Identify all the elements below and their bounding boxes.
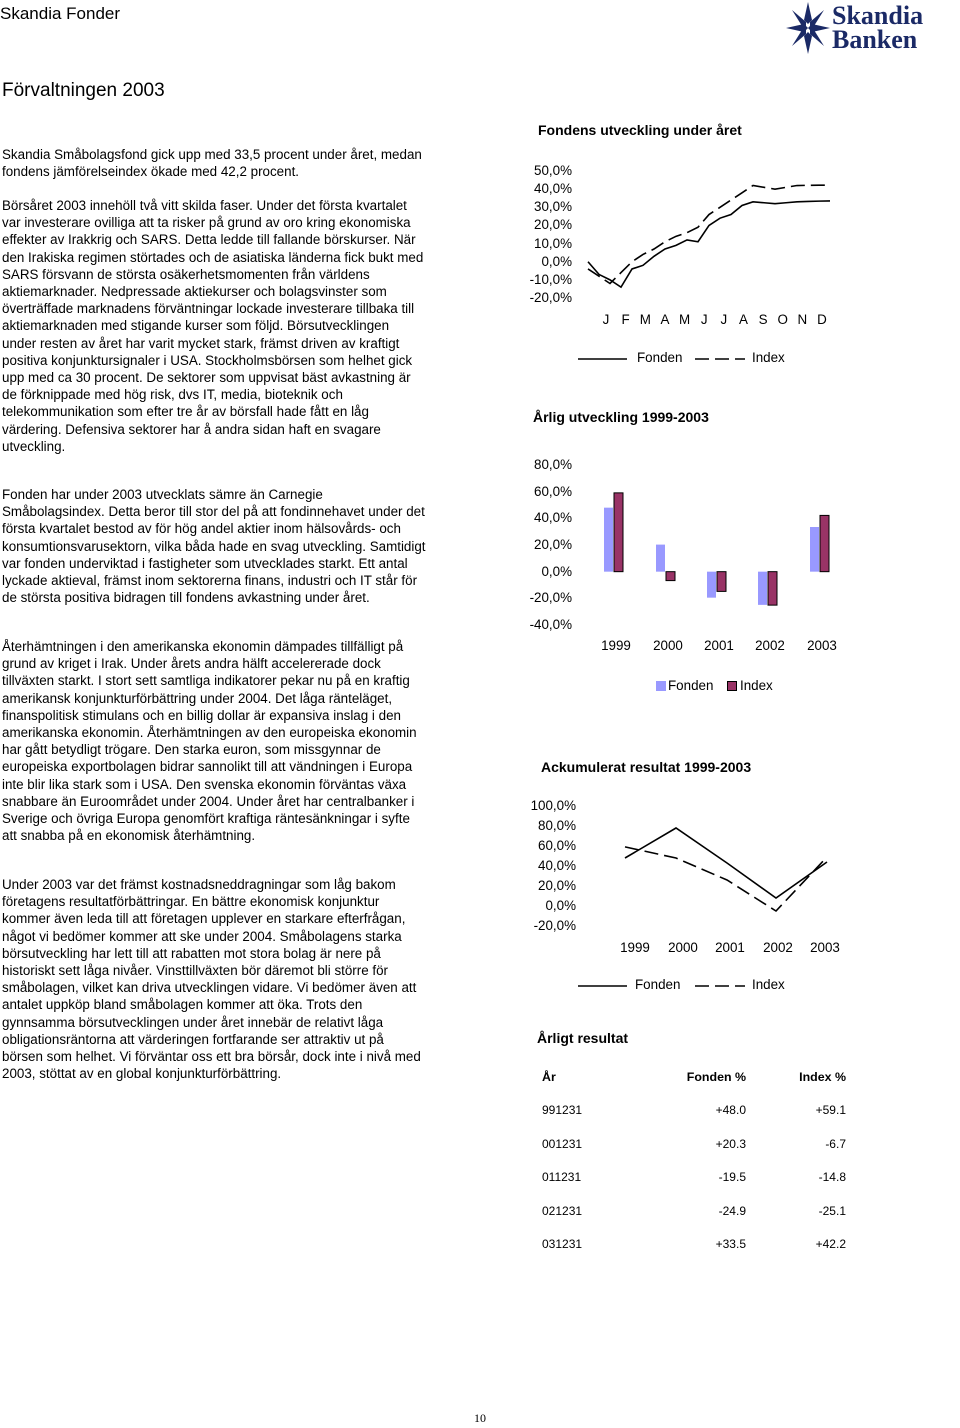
- table-cell-year: 001231: [542, 1136, 583, 1151]
- table-row: [542, 1170, 848, 1203]
- table-cell-fund: -19.5: [718, 1170, 746, 1185]
- chart2-y-tick-label: 60,0%: [534, 483, 572, 499]
- table-row: [542, 1237, 848, 1270]
- chart1-x-tick-label: A: [738, 312, 748, 327]
- chart2-title: Årlig utveckling 1999-2003: [533, 409, 709, 425]
- table-row: [542, 1204, 848, 1237]
- chart1-y-tick-label: -20,0%: [529, 290, 572, 305]
- chart1-x-tick-label: N: [797, 312, 808, 327]
- table-cell-fund: +20.3: [715, 1136, 746, 1151]
- table-header-fund: Fonden %: [686, 1070, 746, 1084]
- chart1-x-tick-label: J: [720, 312, 728, 327]
- table-header-row: [542, 1070, 848, 1103]
- page-title: Förvaltningen 2003: [2, 80, 165, 101]
- logo-line-2: Banken: [832, 25, 918, 54]
- chart1-x-tick-label: A: [660, 312, 670, 327]
- chart2-y-tick-label: 40,0%: [534, 510, 572, 526]
- table-cell-index: -6.7: [825, 1136, 846, 1151]
- chart3-y-tick-label: 80,0%: [538, 818, 576, 833]
- chart2-y-tick-label: 0,0%: [541, 563, 572, 579]
- chart3-x-tick-label: 2003: [810, 940, 840, 955]
- table-cell-fund: +48.0: [715, 1103, 746, 1118]
- table-header-index: Index %: [799, 1070, 846, 1084]
- chart1-y-tick-label: 40,0%: [534, 181, 572, 197]
- chart3-x-tick-label: 2001: [715, 940, 745, 955]
- chart3-series-index-line: [625, 847, 827, 911]
- table-cell-index: +59.1: [815, 1103, 846, 1118]
- page-number: 10: [474, 1411, 486, 1425]
- paragraph-market: Börsåret 2003 innehöll två vitt skilda faser. Under det första kvartalet var investerare ovilliga att ta risker på grund av oro kring ekonomiska effekter av Irakkrig och SARS. Detta ledde till fallande börskurser. När den Irakiska regimen störtades och de asiatiska länderna fick bukt med SARS försvann de största osäkerhetsmomenten från världens aktiemarknader. Nedpressade aktiekurser och bolagsvinster som överträffade marknadens förväntningar lockade investerare tillbaka till aktiemarknaden med stigande kurser som följd. Börsutvecklingen under resten av året har varit mycket stark, främst driven av kraftigt positiva konjunktursignaler i USA. Stockholmsbörsen som helhet gick upp med ca 30 procent. De sektorer som uppvisat bäst avkastning är de förknippade med hög risk, dvs IT, media, bioteknik och telekommunikation som efter tre år av börsfall hade fått en låg värdering. Defensiva sektorer har å andra sidan haft en svagare utveckling.: [2, 198, 424, 454]
- chart2-y-tick-label: -20,0%: [529, 590, 572, 606]
- paragraph-fund: Fonden har under 2003 utvecklats sämre än Carnegie Småbolagsindex. Detta beror till stor del på att fondinnehavet under det första kvartalet bestod av för hög andel aktier inom hälsovårds- och konsumtionsvarusektorn, vilka båda hade en svag utveckling. Samtidigt var fonden underviktad i fastigheter som utvecklades starkt. Ett antal lyckade aktieval, främst inom sektorerna finans, industri och IT står för de största positiva bidragen till fondens avkastning under året.: [2, 487, 426, 606]
- chart2-x-tick-label: 1999: [601, 638, 631, 653]
- logo-line-1: Skandia: [832, 1, 924, 30]
- chart1-y-tick-label: -10,0%: [529, 271, 572, 287]
- table-cell-index: +42.2: [815, 1236, 846, 1251]
- paragraph-outlook: Under 2003 var det främst kostnadsneddragningar som låg bakom företagens resultatförbättringar. En bättre ekonomisk konjunktur kommer även leda till att företagen upplever en starkare efterfrågan, något vi bedömer kommer att ske under 2004. Småbolagens starka börsutveckling har lett till att rabatten mot stora bolag är nere på historiskt sett låga nivåer. Vinsttillväxten bör däremot bli större för småbolagen, vilket kan driva utvecklingen vidare. Vi bedömer även att antalet uppköp bland småbolagen kommer att öka. Trots den gynnsamma börsutvecklingen under året innebär de relativt låga obligationsräntorna att värderingen fortfarande ser attraktiv ut på börsen som helhet. Vi förväntar oss ett bra börsår, dock inte i nivå med 2003, stöttat av en global konjunkturförbättring.: [2, 877, 421, 1082]
- chart1-y-tick-label: 20,0%: [534, 217, 572, 233]
- chart1-x-tick-label: J: [602, 312, 610, 327]
- table-cell-year: 021231: [542, 1203, 583, 1218]
- chart1-y-tick-label: 30,0%: [534, 199, 572, 215]
- results-table: [542, 1070, 848, 1270]
- table-cell-index: -14.8: [818, 1170, 846, 1185]
- paragraph-economy: Återhämtningen i den amerikanska ekonomin dämpades tillfälligt på grund av kriget i Irak. Under årets andra hälft accelererade dock tillväxten starkt. I stort sett samtliga indikatorer pekar nu på en kraftig amerikansk konjunkturförbättring under 2004. Det låga ränteläget, finanspolitisk stimulans och en billig dollar är expansiva inslag i den amerikanska ekonomin. Återhämtningen av den europeiska ekonomin har gått betydligt trögare. Den starka euron, som missgynnar de europeiska exportbolagen bidrar sannolikt till att vändningen i Europa inte blir lika stark som i USA. Den svenska ekonomin förväntas växa snabbare än Euroområdet under 2004. Under året har centralbanker i Sverige och övriga Europa genomfört kraftiga räntesänkningar i syfte att snabba på en ekonomisk återhämtning.: [2, 639, 417, 844]
- chart3-x-tick-label: 1999: [620, 940, 650, 955]
- table-header-year: År: [542, 1070, 556, 1084]
- chart3-y-tick-label: 0,0%: [545, 898, 576, 913]
- chart3-y-tick-label: 60,0%: [538, 838, 576, 853]
- chart3-y-tick-label: 40,0%: [538, 858, 576, 873]
- chart2-y-tick-label: 20,0%: [534, 537, 572, 552]
- chart3-y-tick-label: 100,0%: [530, 798, 576, 813]
- table-cell-fund: +33.5: [715, 1236, 746, 1251]
- chart3-legend-index: Index: [752, 977, 785, 992]
- table-cell-index: -25.1: [818, 1203, 846, 1218]
- table-cell-year: 031231: [542, 1236, 583, 1251]
- chart1-x-tick-label: S: [758, 312, 768, 327]
- chart1-legend-index: Index: [752, 350, 785, 365]
- chart3-y-tick-label: -20,0%: [533, 918, 576, 933]
- table-title: Årligt resultat: [537, 1030, 629, 1046]
- chart2-x-tick-label: 2003: [807, 638, 837, 653]
- chart1-legend-fonden: Fonden: [637, 350, 683, 365]
- chart3-series-fonden-line: [625, 828, 827, 898]
- chart2-legend-fonden: Fonden: [668, 678, 714, 693]
- chart2-x-tick-label: 2002: [755, 638, 785, 653]
- chart1-x-tick-label: O: [777, 312, 788, 327]
- table-cell-year: 991231: [542, 1103, 583, 1118]
- chart1-x-tick-label: F: [621, 312, 630, 327]
- chart1-y-tick-label: 10,0%: [534, 235, 572, 251]
- chart1-x-tick-label: D: [817, 312, 827, 327]
- chart3-y-tick-label: 20,0%: [538, 878, 576, 893]
- chart2-x-tick-label: 2001: [704, 638, 734, 653]
- table-row: [542, 1137, 848, 1170]
- chart1-x-tick-label: J: [700, 312, 708, 327]
- chart2-legend-index: Index: [740, 678, 773, 693]
- chart1-title: Fondens utveckling under året: [538, 122, 742, 138]
- chart1-x-tick-label: M: [678, 312, 691, 327]
- chart2-y-tick-label: -40,0%: [529, 617, 572, 632]
- chart2-y-tick-label: 80,0%: [534, 457, 572, 472]
- paragraph-intro: Skandia Småbolagsfond gick upp med 33,5 procent under året, medan fondens jämförelseindex ökade med 42,2 procent.: [2, 147, 422, 180]
- chart3-title: Ackumulerat resultat 1999-2003: [541, 759, 752, 775]
- chart1-x-tick-label: M: [639, 312, 651, 327]
- chart3-x-tick-label: 2000: [668, 940, 698, 955]
- chart1-y-tick-label: 50,0%: [534, 163, 572, 178]
- table-cell-year: 011231: [542, 1170, 582, 1185]
- table-row: [542, 1103, 848, 1136]
- chart3-legend-fonden: Fonden: [635, 977, 681, 992]
- table-cell-fund: -24.9: [718, 1203, 746, 1218]
- chart2-x-tick-label: 2000: [653, 638, 683, 653]
- document-header-title: Skandia Fonder: [0, 4, 121, 23]
- chart3-x-tick-label: 2002: [763, 940, 793, 955]
- chart1-y-tick-label: 0,0%: [541, 253, 572, 269]
